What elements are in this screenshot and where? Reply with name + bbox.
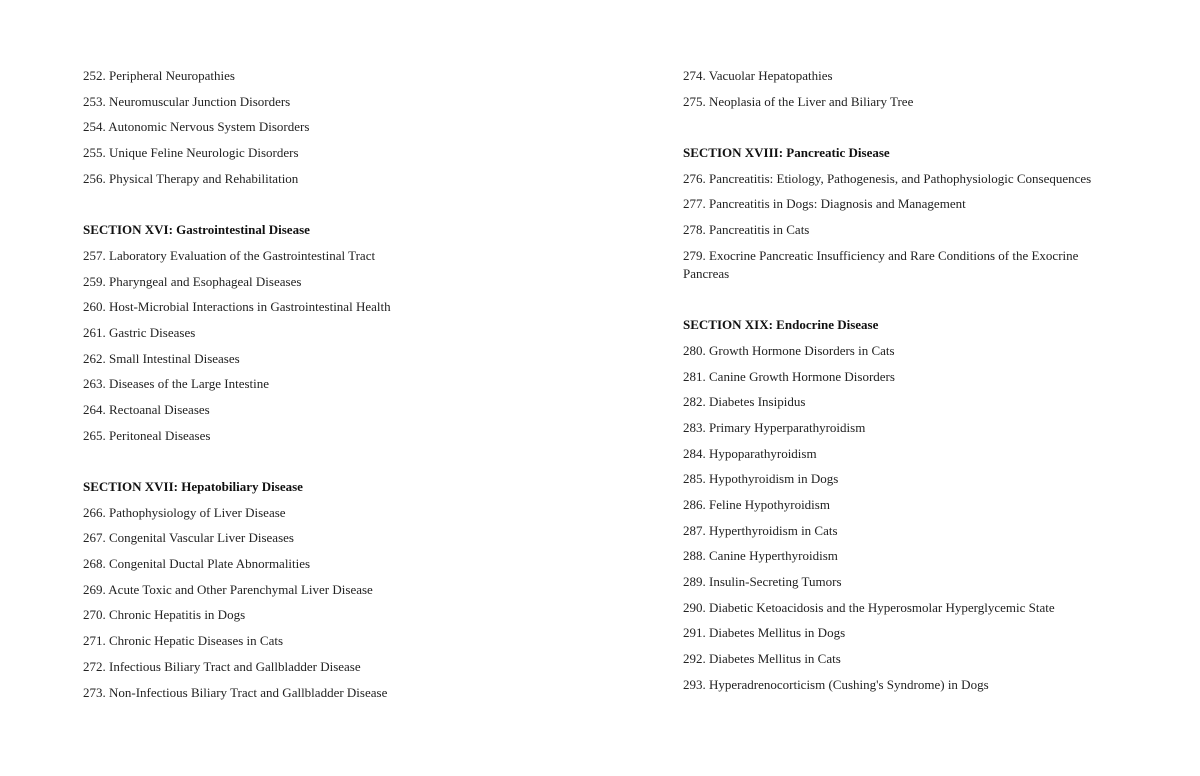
- section-heading: SECTION XIX: Endocrine Disease: [683, 317, 879, 333]
- toc-entry: 274. Vacuolar Hepatopathies: [683, 68, 833, 83]
- toc-entry: 280. Growth Hormone Disorders in Cats: [683, 342, 895, 358]
- toc-entry: 276. Pancreatitis: Etiology, Pathogenesis, and Pathophysiologic Consequences: [683, 170, 1092, 186]
- left-column: [83, 67, 613, 709]
- toc-entry: 259. Pharyngeal and Esophageal Diseases: [83, 273, 302, 289]
- toc-entry: 275. Neoplasia of the Liver and Biliary Tree: [683, 93, 914, 109]
- section-heading: SECTION XVI: Gastrointestinal Disease: [83, 222, 310, 238]
- toc-entry: 284. Hypoparathyroidism: [683, 445, 817, 461]
- toc-entry: 293. Hyperadrenocorticism (Cushing's Syndrome) in Dogs: [683, 676, 989, 692]
- toc-entry: 287. Hyperthyroidism in Cats: [683, 522, 838, 538]
- toc-entry: 260. Host-Microbial Interactions in Gastrointestinal Health: [83, 299, 391, 315]
- toc-entry: 283. Primary Hyperparathyroidism: [683, 419, 866, 435]
- toc-entry: 265. Peritoneal Diseases: [83, 427, 211, 443]
- toc-entry: 269. Acute Toxic and Other Parenchymal Liver Disease: [83, 581, 373, 597]
- toc-entry: 261. Gastric Diseases: [83, 324, 196, 340]
- section-heading: SECTION XVII: Hepatobiliary Disease: [83, 479, 303, 494]
- toc-entry: 277. Pancreatitis in Dogs: Diagnosis and Management: [683, 196, 966, 212]
- toc-entry: 254. Autonomic Nervous System Disorders: [83, 119, 310, 135]
- toc-entry: 281. Canine Growth Hormone Disorders: [683, 368, 895, 384]
- toc-entry: 278. Pancreatitis in Cats: [683, 222, 810, 238]
- toc-entry: 271. Chronic Hepatic Diseases in Cats: [83, 633, 284, 649]
- toc-entry: 285. Hypothyroidism in Dogs: [683, 471, 839, 487]
- toc-entry: 262. Small Intestinal Diseases: [83, 350, 240, 366]
- right-column: [683, 67, 1103, 702]
- toc-entry: 273. Non-Infectious Biliary Tract and Gallbladder Disease: [83, 684, 388, 700]
- toc-entry: 279. Exocrine Pancreatic Insufficiency and Rare Conditions of the Exocrine Pancreas: [683, 247, 1079, 281]
- toc-entry: 255. Unique Feline Neurologic Disorders: [83, 145, 299, 161]
- toc-entry: 252. Peripheral Neuropathies: [83, 68, 235, 83]
- toc-entry: 290. Diabetic Ketoacidosis and the Hyperosmolar Hyperglycemic State: [683, 599, 1055, 615]
- toc-entry: 256. Physical Therapy and Rehabilitation: [83, 170, 299, 186]
- toc-entry: 267. Congenital Vascular Liver Diseases: [83, 530, 294, 546]
- toc-entry: 253. Neuromuscular Junction Disorders: [83, 93, 291, 109]
- section-spacer: [683, 291, 1103, 317]
- toc-entry: 291. Diabetes Mellitus in Dogs: [683, 625, 846, 641]
- section-spacer: [83, 452, 613, 478]
- toc-entry: 289. Insulin-Secreting Tumors: [683, 574, 842, 590]
- toc-entry: 266. Pathophysiology of Liver Disease: [83, 504, 286, 520]
- toc-entry: 257. Laboratory Evaluation of the Gastrointestinal Tract: [83, 247, 376, 263]
- toc-entry: 263. Diseases of the Large Intestine: [83, 376, 270, 392]
- toc-entry: 272. Infectious Biliary Tract and Gallbladder Disease: [83, 658, 361, 674]
- toc-entry: 292. Diabetes Mellitus in Cats: [683, 651, 841, 667]
- section-heading: SECTION XVIII: Pancreatic Disease: [683, 145, 890, 161]
- toc-entry: 268. Congenital Ductal Plate Abnormalities: [83, 556, 311, 572]
- toc-entry: 282. Diabetes Insipidus: [683, 394, 806, 410]
- section-spacer: [683, 118, 1103, 144]
- toc-entry: 286. Feline Hypothyroidism: [683, 497, 830, 512]
- toc-entry: 264. Rectoanal Diseases: [83, 401, 210, 417]
- toc-entry: 270. Chronic Hepatitis in Dogs: [83, 607, 246, 623]
- section-spacer: [83, 195, 613, 221]
- toc-entry: 288. Canine Hyperthyroidism: [683, 548, 838, 564]
